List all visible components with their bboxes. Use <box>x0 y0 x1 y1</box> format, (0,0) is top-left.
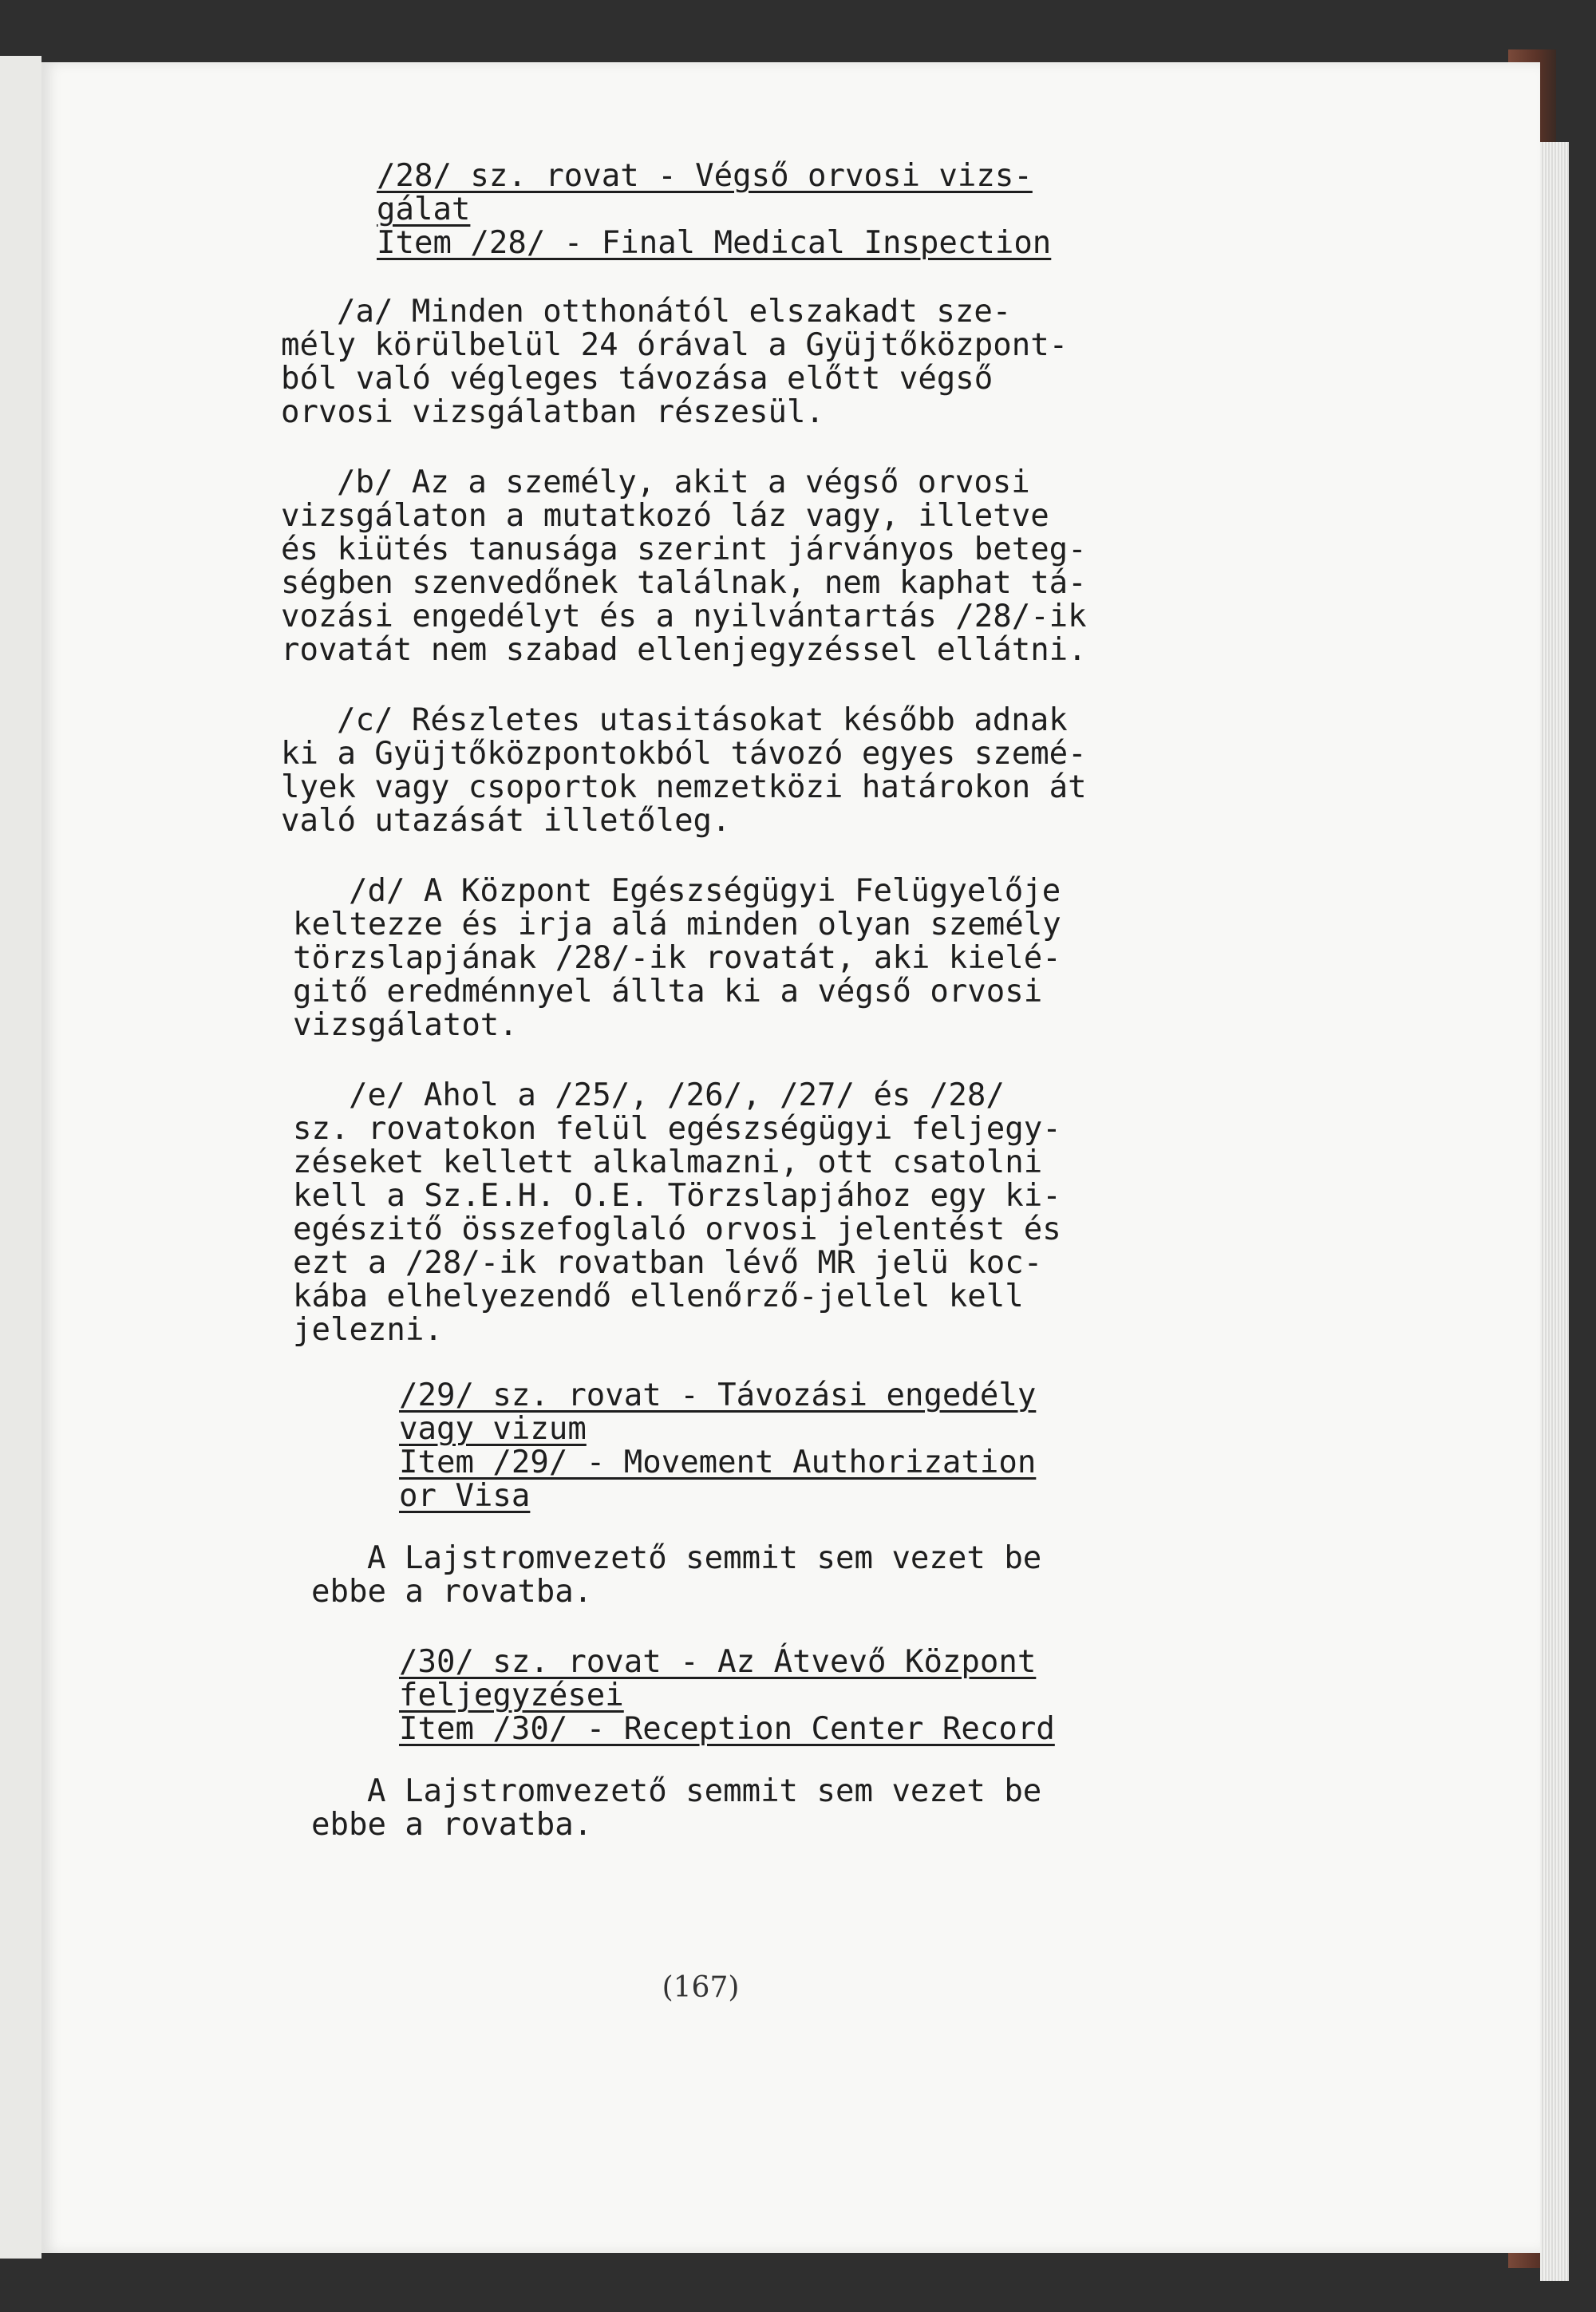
heading-line: /28/ sz. rovat - Végső orvosi vizs- <box>377 158 1033 194</box>
text-line: kába elhelyezendő ellenőrző-jellel kell <box>293 1279 1024 1314</box>
section-28 <box>281 160 1223 1347</box>
text-line: vizsgálaton a mutatkozó láz vagy, illetve <box>281 498 1049 534</box>
text-line: gitő eredménnyel állta ki a végső orvosi <box>293 974 1043 1010</box>
text-line: vozási engedélyt és a nyilvántartás /28/-ik <box>281 599 1087 634</box>
text-line: /b/ Az a személy, akit a végső orvosi <box>337 464 1030 500</box>
paragraph-30 <box>311 1775 1223 1842</box>
text-line: kell a Sz.E.H. O.E. Törzslapjához egy ki- <box>293 1178 1061 1214</box>
text-line: zéseket kellett alkalmazni, ott csatolni <box>293 1144 1043 1180</box>
paragraph-d <box>281 875 1223 1042</box>
text-line: ki a Gyüjtőközpontokból távozó egyes szemé- <box>281 736 1087 772</box>
paragraph-29 <box>311 1542 1223 1609</box>
heading-line: /30/ sz. rovat - Az Átvevő Központ <box>399 1644 1037 1680</box>
text-line: való utazását illetőleg. <box>281 803 731 839</box>
heading-line: or Visa <box>399 1478 531 1514</box>
text-line: ségben szenvedőnek találnak, nem kaphat tá- <box>281 565 1087 601</box>
text-line: sz. rovatokon felül egészségügyi feljegy- <box>293 1111 1061 1147</box>
left-page-edge <box>0 56 41 2259</box>
text-line: jelezni. <box>293 1312 443 1348</box>
text-line: /c/ Részletes utasitásokat később adnak <box>337 702 1068 738</box>
section-29 <box>311 1377 1223 1610</box>
heading-line: Item /30/ - Reception Center Record <box>399 1711 1055 1747</box>
text-line: keltezze és irja alá minden olyan személy <box>293 907 1061 943</box>
text-line: rovatát nem szabad ellenjegyzéssel ellátni. <box>281 632 1087 668</box>
paragraph-b <box>281 466 1223 667</box>
text-line: és kiütés tanusága szerint járványos beteg- <box>281 532 1087 567</box>
heading-line: Item /28/ - Final Medical Inspection <box>377 225 1052 261</box>
text-line: ebbe a rovatba. <box>311 1574 593 1610</box>
text-line: /e/ Ahol a /25/, /26/, /27/ és /28/ <box>349 1077 1005 1113</box>
text-line: ebbe a rovatba. <box>311 1807 593 1843</box>
section-30 <box>311 1644 1223 1843</box>
text-line: törzslapjának /28/-ik rovatát, aki kielé- <box>293 940 1061 976</box>
text-line: ezt a /28/-ik rovatban lévő MR jelü koc- <box>293 1245 1043 1281</box>
heading-line: /29/ sz. rovat - Távozási engedély <box>399 1377 1037 1413</box>
text-line: lyek vagy csoportok nemzetközi határokon át <box>281 769 1087 805</box>
text-line: A Lajstromvezető semmit sem vezet be <box>367 1773 1042 1809</box>
text-line: ból való végleges távozása előtt végső <box>281 361 994 397</box>
section-heading <box>399 1646 1223 1746</box>
text-line: mély körülbelül 24 órával a Gyüjtőközpont- <box>281 327 1069 363</box>
section-heading <box>377 160 1223 260</box>
heading-line: vagy vizum <box>399 1411 587 1447</box>
text-line: vizsgálatot. <box>293 1007 518 1043</box>
text-line: /d/ A Központ Egészségügyi Felügyelője <box>349 873 1061 909</box>
heading-line: gálat <box>377 192 471 227</box>
paragraph-a <box>281 295 1223 429</box>
text-line: A Lajstromvezető semmit sem vezet be <box>367 1540 1042 1576</box>
document-body <box>281 160 1223 1879</box>
paragraph-e <box>281 1079 1223 1347</box>
text-line: /a/ Minden otthonától elszakadt sze- <box>337 294 1012 330</box>
page-stack-edge <box>1540 142 1569 2281</box>
section-heading <box>399 1379 1223 1513</box>
text-line: egészitő összefoglaló orvosi jelentést és <box>293 1211 1061 1247</box>
text-line: orvosi vizsgálatban részesül. <box>281 394 824 430</box>
heading-line: feljegyzései <box>399 1678 624 1713</box>
page-number: (167) <box>662 1971 740 2004</box>
heading-line: Item /29/ - Movement Authorization <box>399 1445 1037 1480</box>
paragraph-c <box>281 704 1223 838</box>
